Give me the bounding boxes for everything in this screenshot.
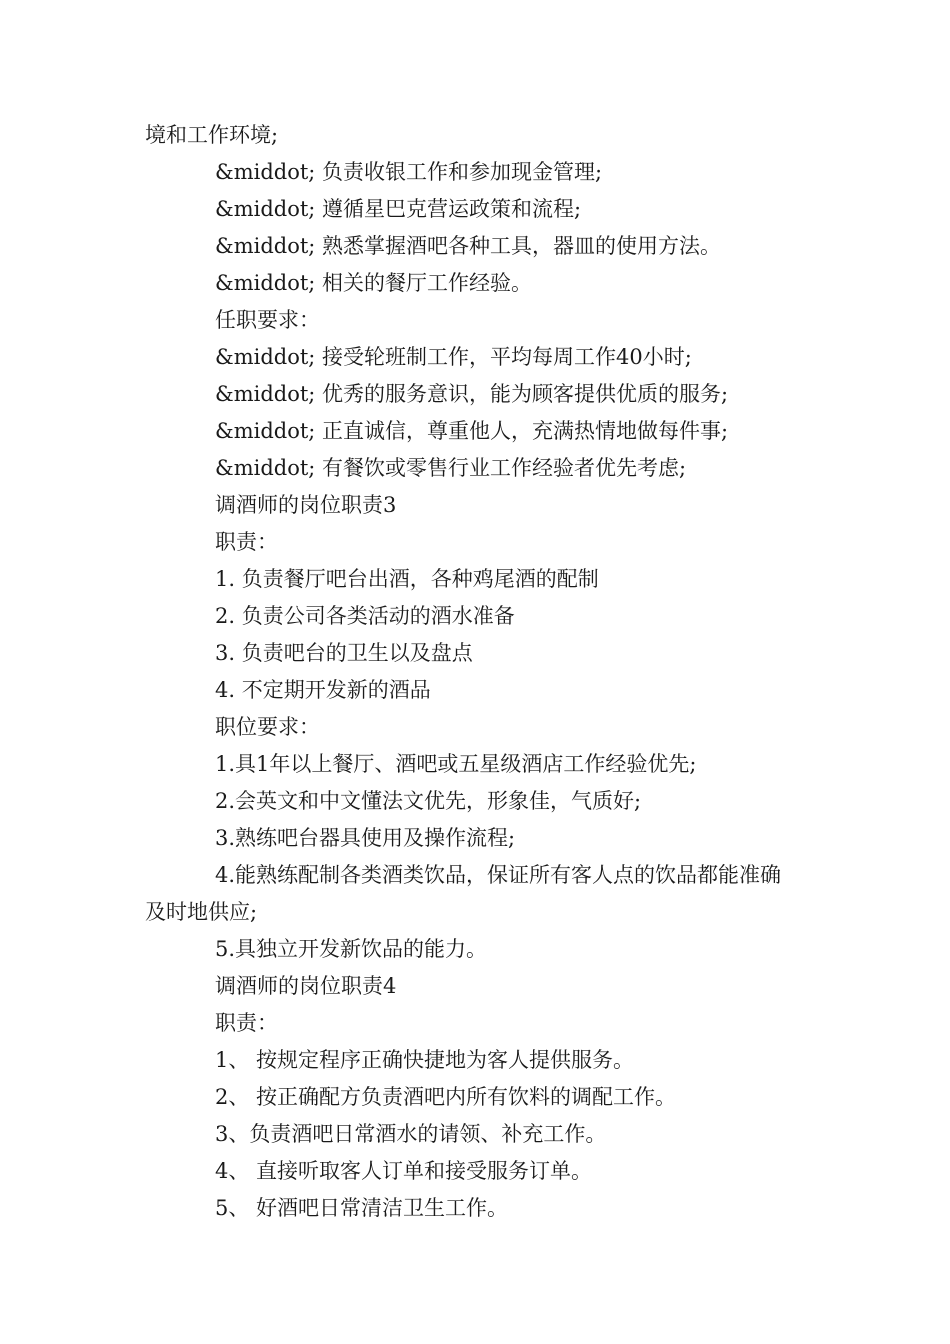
text-line-continuation: 境和工作环境;	[145, 123, 279, 147]
bullet-bar-tools: &middot; 熟悉掌握酒吧各种工具，器皿的使用方法。	[215, 234, 722, 258]
duty-item-2: 2. 负责公司各类活动的酒水准备	[215, 604, 515, 628]
document-text-body	[145, 117, 795, 1227]
requirement-item-2: 2.会英文和中文懂法文优先，形象佳，气质好;	[215, 789, 642, 813]
section-title-duties-4: 调酒师的岗位职责4	[215, 974, 397, 998]
duty-item-4: 4. 不定期开发新的酒品	[215, 678, 431, 702]
bullet-cashier-duty: &middot; 负责收银工作和参加现金管理;	[215, 160, 603, 184]
section-heading-requirements: 任职要求：	[215, 308, 320, 332]
duty4-item-4: 4、 直接听取客人订单和接受服务订单。	[215, 1159, 593, 1183]
bullet-shift-work: &middot; 接受轮班制工作，平均每周工作40小时;	[215, 345, 692, 369]
bullet-follow-policy: &middot; 遵循星巴克营运政策和流程;	[215, 197, 582, 221]
requirement-item-5: 5.具独立开发新饮品的能力。	[215, 937, 488, 961]
requirement-item-1: 1.具1年以上餐厅、酒吧或五星级酒店工作经验优先;	[215, 752, 697, 776]
section-heading-duties: 职责：	[215, 530, 278, 554]
duty-item-3: 3. 负责吧台的卫生以及盘点	[215, 641, 473, 665]
bullet-restaurant-experience: &middot; 相关的餐厅工作经验。	[215, 271, 533, 295]
section-heading-duties-4: 职责：	[215, 1011, 278, 1035]
section-title-duties-3: 调酒师的岗位职责3	[215, 493, 397, 517]
duty4-item-1: 1、 按规定程序正确快捷地为客人提供服务。	[215, 1048, 635, 1072]
bullet-retail-experience: &middot; 有餐饮或零售行业工作经验者优先考虑;	[215, 456, 687, 480]
requirement-item-4: 4.能熟练配制各类酒类饮品，保证所有客人点的饮品都能准确及时地供应;	[145, 863, 782, 924]
duty4-item-2: 2、 按正确配方负责酒吧内所有饮料的调配工作。	[215, 1085, 677, 1109]
section-heading-position-requirements: 职位要求：	[215, 715, 320, 739]
bullet-integrity: &middot; 正直诚信，尊重他人，充满热情地做每件事;	[215, 419, 729, 443]
duty-item-1: 1. 负责餐厅吧台出酒，各种鸡尾酒的配制	[215, 567, 599, 591]
duty4-item-3: 3、负责酒吧日常酒水的请领、补充工作。	[215, 1122, 607, 1146]
duty4-item-5: 5、 好酒吧日常清洁卫生工作。	[215, 1196, 509, 1220]
bullet-service-awareness: &middot; 优秀的服务意识，能为顾客提供优质的服务;	[215, 382, 729, 406]
requirement-item-3: 3.熟练吧台器具使用及操作流程;	[215, 826, 516, 850]
